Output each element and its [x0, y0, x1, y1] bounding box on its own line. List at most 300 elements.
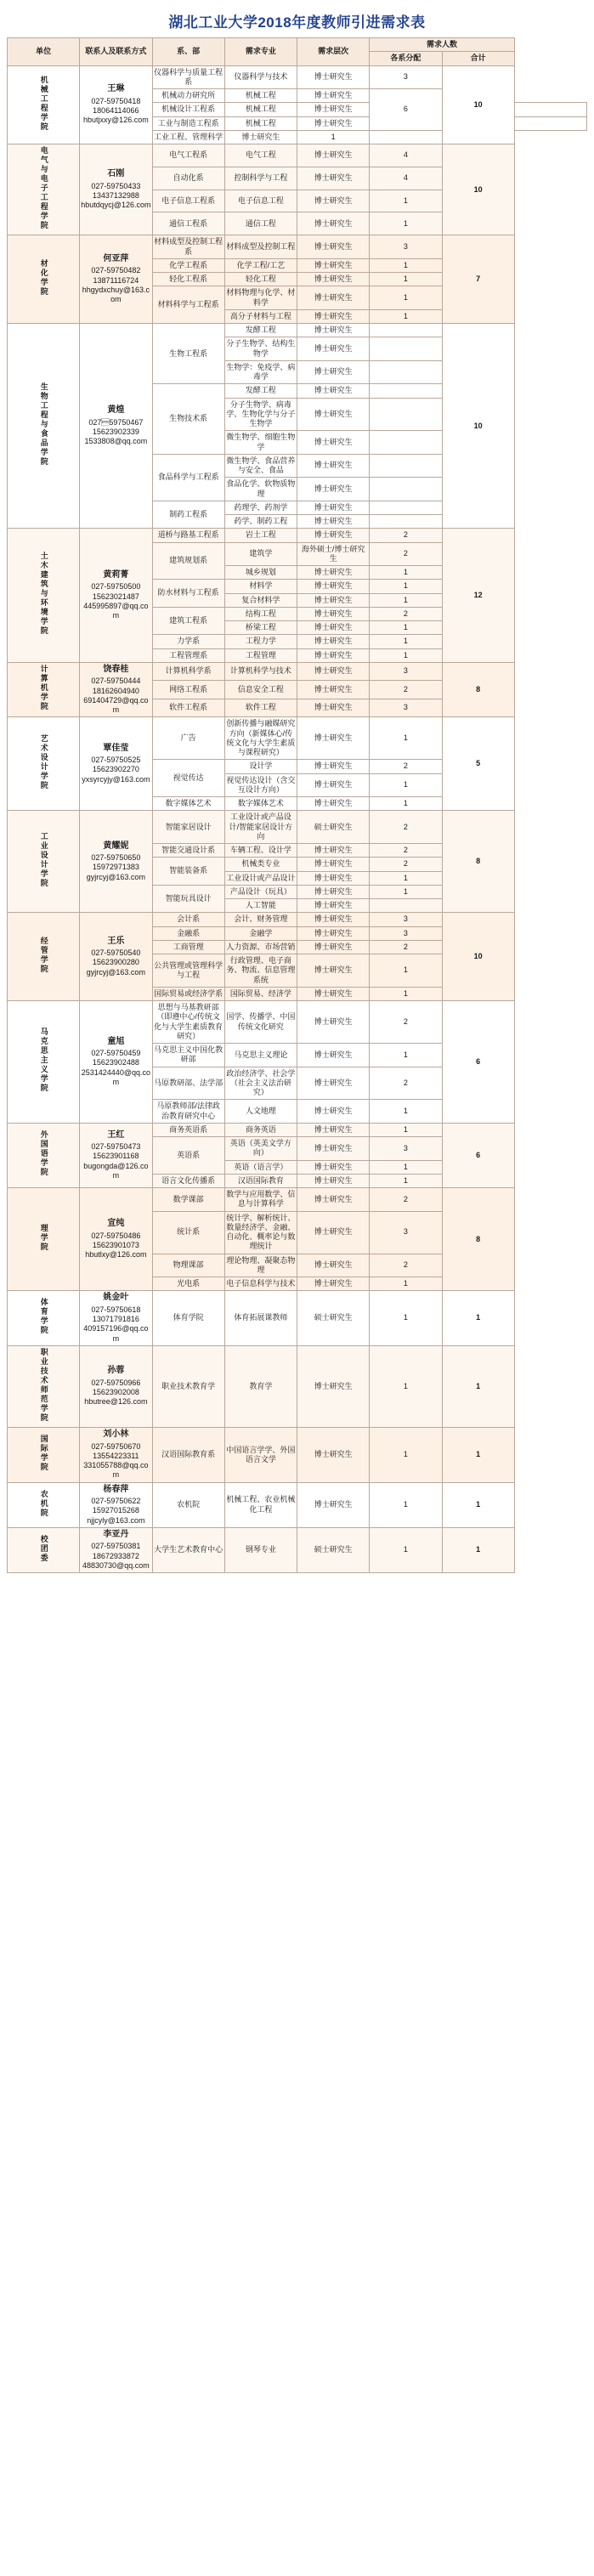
dept-cell: 智能玩具设计 — [152, 885, 224, 913]
contact-line: 2531424440@qq.com — [81, 1067, 150, 1086]
dept-cell: 统计系 — [152, 1211, 224, 1254]
contact-line: 15623902270 — [92, 765, 139, 774]
dept-count-cell: 3 — [370, 926, 442, 940]
table-row — [8, 324, 587, 337]
dept-count-cell: 3 — [370, 235, 442, 259]
dept-count-cell: 1 — [370, 717, 442, 760]
level-cell: 博士研究生 — [297, 324, 370, 337]
contact-line: 027-59750540 — [91, 948, 141, 957]
level-cell: 博士研究生 — [297, 858, 370, 871]
level-cell: 博士研究生 — [297, 607, 370, 620]
col-level: 需求层次 — [297, 38, 370, 66]
level-cell: 博士研究生 — [297, 1001, 370, 1044]
dept-count-cell: 1 — [370, 286, 442, 310]
major-cell: 工程管理 — [224, 648, 297, 662]
level-cell: 博士研究生 — [297, 501, 370, 514]
contact-line: hbutlxy@126.com — [85, 1250, 147, 1259]
dept-cell: 职业技术教育学 — [152, 1345, 224, 1427]
dept-cell: 道桥与路基工程系 — [152, 529, 224, 542]
level-cell: 博士研究生 — [297, 1277, 370, 1291]
unit-name — [8, 1001, 80, 1124]
major-cell: 电子信息工程 — [224, 190, 297, 212]
unit-total-cell: 1 — [442, 1428, 514, 1483]
major-cell: 体育拓展课教师 — [224, 1291, 297, 1346]
dept-count-cell: 2 — [370, 607, 442, 620]
major-cell: 政治经济学、社会学（社会主义法治研究） — [224, 1067, 297, 1100]
contact-line: 027-59750486 — [91, 1231, 141, 1240]
major-cell: 国学、传播学、中国传统文化研究 — [224, 1001, 297, 1044]
unit-name-label: 土木建筑与环境学院 — [39, 552, 48, 637]
level-cell: 博士研究生 — [297, 212, 370, 235]
dept-cell: 机械动力研究所 — [152, 89, 224, 103]
table-row — [8, 662, 587, 681]
major-cell: 统计学、解析统计、数量经济学、金融、自动化、概率论与数理统计 — [224, 1211, 297, 1254]
dept-count-cell: 1 — [370, 190, 442, 212]
contact-line: 15623901168 — [93, 1152, 139, 1161]
unit-total-cell: 12 — [442, 529, 514, 663]
contact-cell — [80, 235, 152, 324]
dept-cell: 计算机科学系 — [152, 662, 224, 681]
dept-count-cell: 1 — [370, 621, 442, 635]
contact-cell — [80, 1428, 152, 1483]
level-cell: 博士研究生 — [297, 913, 370, 926]
level-cell: 博士研究生 — [297, 337, 370, 361]
dept-count-cell: 1 — [370, 954, 442, 988]
dept-cell: 金融系 — [152, 926, 224, 940]
dept-count-cell — [370, 324, 442, 337]
major-cell: 分子生物学、结构生物学 — [224, 337, 297, 361]
major-cell: 商务英语 — [224, 1123, 297, 1136]
dept-cell: 商务英语系 — [152, 1123, 224, 1136]
major-cell: 理论物理、凝聚态物理 — [224, 1254, 297, 1277]
contact-line: 13554223311 — [93, 1451, 139, 1460]
level-cell: 博士研究生 — [297, 103, 370, 116]
dept-cell: 机械设计工程系 — [152, 103, 224, 116]
dept-count-cell: 1 — [370, 1428, 442, 1483]
page-title: 湖北工业大学2018年度教师引进需求表 — [168, 14, 426, 31]
level-cell: 博士研究生 — [297, 1428, 370, 1483]
level-cell: 博士研究生 — [297, 954, 370, 988]
unit-name-label: 职业技术师范学院 — [39, 1347, 48, 1423]
major-cell: 计算机科学与技术 — [224, 662, 297, 681]
table-row — [8, 144, 587, 167]
level-cell: 博士研究生 — [297, 1123, 370, 1136]
level-cell: 博士研究生 — [297, 797, 370, 811]
major-cell: 人力资源、市场营销 — [224, 940, 297, 954]
dept-cell: 食品科学与工程系 — [152, 454, 224, 501]
table-row — [8, 1123, 587, 1136]
contact-line: 02759750467 — [88, 417, 144, 427]
major-cell: 微生物学、食品营养与安全、食品 — [224, 454, 297, 478]
major-cell: 产品设计（玩具） — [224, 885, 297, 898]
level-cell: 博士研究生 — [297, 580, 370, 593]
dept-count-cell: 1 — [370, 797, 442, 811]
major-cell: 工业设计或产品设计/智能家居设计方向 — [224, 811, 297, 844]
dept-count-cell: 1 — [370, 258, 442, 272]
level-cell: 博士研究生 — [297, 621, 370, 635]
dept-count-cell: 1 — [370, 871, 442, 885]
major-cell: 数字媒体艺术 — [224, 797, 297, 811]
major-cell: 创新传播与融媒研究方向（新媒体心/传统文化与大学生素质与课程研究） — [224, 717, 297, 760]
contact-line: 18672933872 — [92, 1551, 139, 1560]
dept-cell: 材料成型及控制工程系 — [152, 235, 224, 259]
contact-line: 027-59750500 — [91, 582, 141, 592]
contact-line: 13071791816 — [92, 1315, 139, 1323]
unit-total-cell: 10 — [442, 65, 514, 144]
dept-count-cell: 1 — [370, 273, 442, 286]
col-unit: 单位 — [8, 38, 80, 66]
contact-line: hbutjxxy@126.com — [83, 116, 149, 125]
contact-name: 黄煌 — [107, 405, 125, 415]
dept-count-cell: 1 — [297, 130, 370, 144]
major-cell: 材料物理与化学、材料学 — [224, 286, 297, 310]
major-cell: 高分子材料与工程 — [224, 309, 297, 323]
unit-total-cell: 1 — [442, 1291, 514, 1346]
unit-total-cell: 8 — [442, 1188, 514, 1291]
dept-count-cell — [370, 360, 442, 384]
unit-name-label: 生物工程与食品学院 — [39, 382, 48, 467]
dept-cell: 软件工程系 — [152, 699, 224, 717]
contact-line: njjcyly@163.com — [87, 1515, 145, 1525]
unit-name — [8, 1291, 80, 1346]
contact-line: 15623902488 — [92, 1058, 139, 1067]
dept-count-cell: 6 — [370, 89, 442, 131]
level-cell: 博士研究生 — [297, 1044, 370, 1067]
contact-line: gyjrcyj@163.com — [86, 967, 145, 977]
unit-total-cell: 1 — [442, 1482, 514, 1527]
dept-count-cell: 4 — [370, 144, 442, 167]
unit-name — [8, 1482, 80, 1527]
unit-name — [8, 1527, 80, 1572]
level-cell: 博士研究生 — [297, 1174, 370, 1187]
major-cell: 机械工程 — [224, 103, 297, 116]
contact-name: 童旭 — [107, 1036, 125, 1046]
level-cell: 博士研究生 — [297, 1188, 370, 1212]
dept-count-cell: 2 — [370, 1254, 442, 1277]
level-cell: 博士研究生 — [297, 309, 370, 323]
unit-name — [8, 811, 80, 913]
unit-name-label: 艺术设计学院 — [39, 734, 48, 791]
dept-count-cell: 1 — [370, 566, 442, 580]
level-cell: 博士研究生 — [297, 116, 370, 130]
contact-line: 027-59750622 — [91, 1497, 141, 1505]
level-cell: 博士研究生 — [297, 1482, 370, 1527]
dept-count-cell: 3 — [370, 662, 442, 681]
level-cell: 博士研究生 — [297, 235, 370, 259]
contact-cell — [80, 1123, 152, 1187]
unit-total-cell: 1 — [442, 1527, 514, 1572]
level-cell: 博士研究生 — [297, 515, 370, 529]
unit-name — [8, 662, 80, 717]
dept-count-cell: 2 — [370, 940, 442, 954]
major-cell: 材料学 — [224, 580, 297, 593]
major-cell: 城乡规划 — [224, 566, 297, 580]
contact-name: 姚金叶 — [103, 1293, 129, 1303]
unit-name — [8, 529, 80, 663]
contact-line: 15623900280 — [92, 958, 139, 967]
contact-cell — [80, 1482, 152, 1527]
major-cell: 工业设计或产品设计 — [224, 871, 297, 885]
level-cell: 博士研究生 — [297, 398, 370, 431]
dept-count-cell: 1 — [370, 1123, 442, 1136]
dept-cell: 农机院 — [152, 1482, 224, 1527]
major-cell: 英语（语言学） — [224, 1160, 297, 1174]
dept-cell: 轻化工程系 — [152, 273, 224, 286]
dept-count-cell: 1 — [370, 1160, 442, 1174]
contact-line: gyjrcyj@163.com — [86, 872, 145, 881]
contact-cell — [80, 1345, 152, 1427]
major-cell: 视觉传达设计（含交互设计方向） — [224, 773, 297, 797]
table-row — [8, 1345, 587, 1427]
table-row — [8, 1001, 587, 1044]
contact-line: 15623901073 — [92, 1240, 139, 1249]
major-cell: 教育学 — [224, 1345, 297, 1427]
unit-total-cell: 8 — [442, 662, 514, 717]
dept-count-cell: 1 — [370, 1482, 442, 1527]
unit-name-label: 工业设计学院 — [39, 832, 48, 889]
dept-cell: 会计系 — [152, 913, 224, 926]
contact-name: 黄耀妮 — [103, 841, 129, 851]
level-cell: 海外硕士/博士研究生 — [297, 542, 370, 566]
col-contact: 联系人及联系方式 — [80, 38, 152, 66]
contact-cell — [80, 144, 152, 235]
table-row — [8, 717, 587, 760]
dept-cell: 数字媒体艺术 — [152, 797, 224, 811]
contact-cell — [80, 1188, 152, 1291]
major-cell: 材料成型及控制工程 — [224, 235, 297, 259]
unit-total-cell: 8 — [442, 811, 514, 913]
level-cell: 博士研究生 — [297, 478, 370, 501]
dept-count-cell — [514, 116, 586, 130]
dept-cell: 汉语国际教育系 — [152, 1428, 224, 1483]
dept-count-cell: 2 — [370, 844, 442, 858]
dept-count-cell — [514, 103, 586, 116]
level-cell: 博士研究生 — [297, 987, 370, 1000]
level-cell: 博士研究生 — [297, 593, 370, 607]
dept-cell: 化学工程系 — [152, 258, 224, 272]
unit-name-label: 外国语学院 — [39, 1130, 48, 1178]
level-cell: 博士研究生 — [297, 89, 370, 103]
major-cell: 结构工程 — [224, 607, 297, 620]
major-cell: 桥梁工程 — [224, 621, 297, 635]
contact-line: hbutdqycj@126.com — [81, 201, 151, 209]
contact-line: 18064114066 — [93, 105, 139, 115]
dept-cell: 防水材料与工程系 — [152, 580, 224, 608]
contact-line: 027-59750459 — [91, 1049, 141, 1058]
dept-cell: 英语系 — [152, 1137, 224, 1175]
contact-line: bugongda@126.com — [83, 1161, 149, 1180]
unit-name — [8, 717, 80, 811]
contact-cell — [80, 1527, 152, 1572]
level-cell: 博士研究生 — [297, 844, 370, 858]
dept-cell: 大学生艺术教育中心 — [152, 1527, 224, 1572]
unit-name-label: 经管学院 — [39, 937, 48, 974]
table-row — [8, 1428, 587, 1483]
major-cell: 电子信息科学与技术 — [224, 1277, 297, 1291]
requirement-table — [7, 37, 587, 1573]
level-cell: 博士研究生 — [297, 662, 370, 681]
contact-line: yxsyrcyjy@163.com — [82, 774, 150, 784]
contact-name: 饶春桂 — [103, 664, 129, 674]
contact-name: 杨春萍 — [103, 1484, 129, 1494]
major-cell: 岩土工程 — [224, 529, 297, 542]
unit-name-label: 电气与电子工程学院 — [39, 146, 48, 230]
table-row — [8, 1527, 587, 1572]
dept-count-cell: 3 — [370, 65, 442, 89]
level-cell: 博士研究生 — [297, 699, 370, 717]
dept-count-cell — [370, 337, 442, 361]
contact-line: 409157196@qq.com — [83, 1324, 149, 1343]
dept-count-cell: 1 — [370, 1291, 442, 1346]
major-cell: 电气工程 — [224, 144, 297, 167]
major-cell: 通信工程 — [224, 212, 297, 235]
major-cell: 机械工程、农业机械化工程 — [224, 1482, 297, 1527]
level-cell: 博士研究生 — [297, 144, 370, 167]
unit-name-label: 农机院 — [39, 1489, 48, 1518]
col-num-total: 合计 — [442, 52, 514, 65]
level-cell: 博士研究生 — [297, 273, 370, 286]
major-cell: 工业工程、管理科学 — [152, 130, 224, 144]
contact-name: 王乐 — [107, 936, 125, 946]
level-cell: 博士研究生 — [224, 130, 297, 144]
contact-line: 15972971383 — [92, 863, 139, 872]
dept-count-cell: 1 — [370, 1100, 442, 1124]
dept-cell: 思想与马基教研部（即遵中心/传统文化与大学生素质教育研究） — [152, 1001, 224, 1044]
dept-cell: 生物工程系 — [152, 324, 224, 384]
dept-cell: 建筑工程系 — [152, 607, 224, 635]
major-cell: 复合材料学 — [224, 593, 297, 607]
contact-name: 李亚丹 — [103, 1529, 129, 1539]
contact-line: 027-59750966 — [91, 1378, 141, 1387]
level-cell: 硕士研究生 — [297, 811, 370, 844]
major-cell: 微生物学、细胞生物学 — [224, 431, 297, 455]
dept-cell: 智能装备系 — [152, 858, 224, 886]
unit-total-cell: 1 — [442, 1345, 514, 1427]
dept-cell: 智能交通设计系 — [152, 844, 224, 858]
contact-line: 15927015268 — [92, 1506, 139, 1515]
major-cell: 车辆工程、设计学 — [224, 844, 297, 858]
unit-name — [8, 144, 80, 235]
contact-line: 027-59750670 — [91, 1441, 141, 1451]
major-cell: 轻化工程 — [224, 273, 297, 286]
dept-count-cell — [370, 431, 442, 455]
dept-cell: 制药工程系 — [152, 501, 224, 529]
level-cell: 博士研究生 — [297, 760, 370, 773]
unit-name — [8, 1428, 80, 1483]
dept-count-cell: 1 — [370, 1345, 442, 1427]
col-dept: 系、部 — [152, 38, 224, 66]
level-cell: 博士研究生 — [297, 1211, 370, 1254]
major-cell: 分子生物学、病毒学、生物化学与分子生物学 — [224, 398, 297, 431]
contact-name: 覃佳莹 — [103, 743, 129, 753]
contact-line: 15623021487 — [92, 592, 139, 601]
level-cell: 博士研究生 — [297, 926, 370, 940]
dept-count-cell: 3 — [370, 913, 442, 926]
level-cell: 博士研究生 — [297, 885, 370, 898]
dept-count-cell: 3 — [370, 699, 442, 717]
dept-count-cell: 2 — [370, 760, 442, 773]
table-row — [8, 913, 587, 926]
major-cell: 生物学：免疫学、病毒学 — [224, 360, 297, 384]
major-cell: 信息安全工程 — [224, 681, 297, 699]
contact-line: 027-59750618 — [91, 1305, 141, 1314]
dept-cell: 工业与制造工程系 — [152, 116, 224, 130]
major-cell: 建筑学 — [224, 542, 297, 566]
dept-cell: 语言文化传播系 — [152, 1174, 224, 1187]
major-cell: 行政管理、电子商务、物流、信息管理系统 — [224, 954, 297, 988]
contact-name: 王琳 — [107, 84, 125, 94]
col-num-group: 需求人数 — [370, 38, 515, 52]
level-cell: 博士研究生 — [297, 717, 370, 760]
major-cell: 机械工程 — [224, 116, 297, 130]
unit-name — [8, 324, 80, 529]
table-body — [8, 65, 587, 1573]
contact-line: hhgydxchuy@163.com — [82, 285, 150, 304]
contact-name: 何亚萍 — [103, 253, 129, 263]
dept-cell: 智能家居设计 — [152, 811, 224, 844]
dept-count-cell: 2 — [370, 811, 442, 844]
dept-count-cell: 1 — [370, 580, 442, 593]
dept-cell: 公共管理或管理科学与工程 — [152, 954, 224, 988]
contact-name: 石刚 — [107, 169, 125, 178]
dept-count-cell: 1 — [370, 212, 442, 235]
level-cell: 博士研究生 — [297, 566, 370, 580]
contact-name: 黄莉菁 — [103, 569, 129, 580]
dept-count-cell: 2 — [370, 542, 442, 566]
dept-count-cell: 1 — [370, 593, 442, 607]
major-cell: 会计、财务管理 — [224, 913, 297, 926]
dept-count-cell: 2 — [370, 858, 442, 871]
level-cell: 博士研究生 — [297, 258, 370, 272]
level-cell: 博士研究生 — [297, 940, 370, 954]
dept-count-cell: 1 — [370, 987, 442, 1000]
table-row — [8, 65, 587, 89]
dept-cell: 电气工程系 — [152, 144, 224, 167]
contact-line: 13871116724 — [93, 275, 139, 285]
level-cell: 博士研究生 — [297, 648, 370, 662]
dept-count-cell: 2 — [370, 681, 442, 699]
level-cell: 博士研究生 — [297, 431, 370, 455]
major-cell: 化学工程/工艺 — [224, 258, 297, 272]
major-cell: 食品化学、软物质物理 — [224, 478, 297, 501]
unit-name-label: 国际学院 — [39, 1435, 48, 1473]
contact-cell — [80, 717, 152, 811]
dept-count-cell: 1 — [370, 773, 442, 797]
major-cell: 仪器科学与技术 — [224, 65, 297, 89]
dept-cell: 建筑规划系 — [152, 542, 224, 580]
dept-cell: 仪器科学与质量工程系 — [152, 65, 224, 89]
level-cell: 博士研究生 — [297, 1345, 370, 1427]
col-num-dept: 各系分配 — [370, 52, 442, 65]
dept-cell: 广告 — [152, 717, 224, 760]
dept-cell: 视觉传达 — [152, 760, 224, 797]
dept-cell: 工商管理 — [152, 940, 224, 954]
contact-name: 孙蓉 — [107, 1366, 125, 1376]
contact-line: 445995897@qq.com — [83, 601, 149, 620]
major-cell: 机械类专业 — [224, 858, 297, 871]
dept-count-cell: 1 — [370, 1044, 442, 1067]
contact-line: 691404729@qq.com — [83, 695, 149, 714]
contact-line: 15623902339 — [92, 427, 139, 436]
dept-cell: 网络工程系 — [152, 681, 224, 699]
level-cell: 博士研究生 — [297, 635, 370, 648]
col-major: 需求专业 — [224, 38, 297, 66]
contact-cell — [80, 324, 152, 529]
major-cell: 马克思主义理论 — [224, 1044, 297, 1067]
contact-line: 48830730@qq.com — [82, 1560, 150, 1570]
unit-total-cell: 5 — [442, 717, 514, 811]
major-cell: 钢琴专业 — [224, 1527, 297, 1572]
